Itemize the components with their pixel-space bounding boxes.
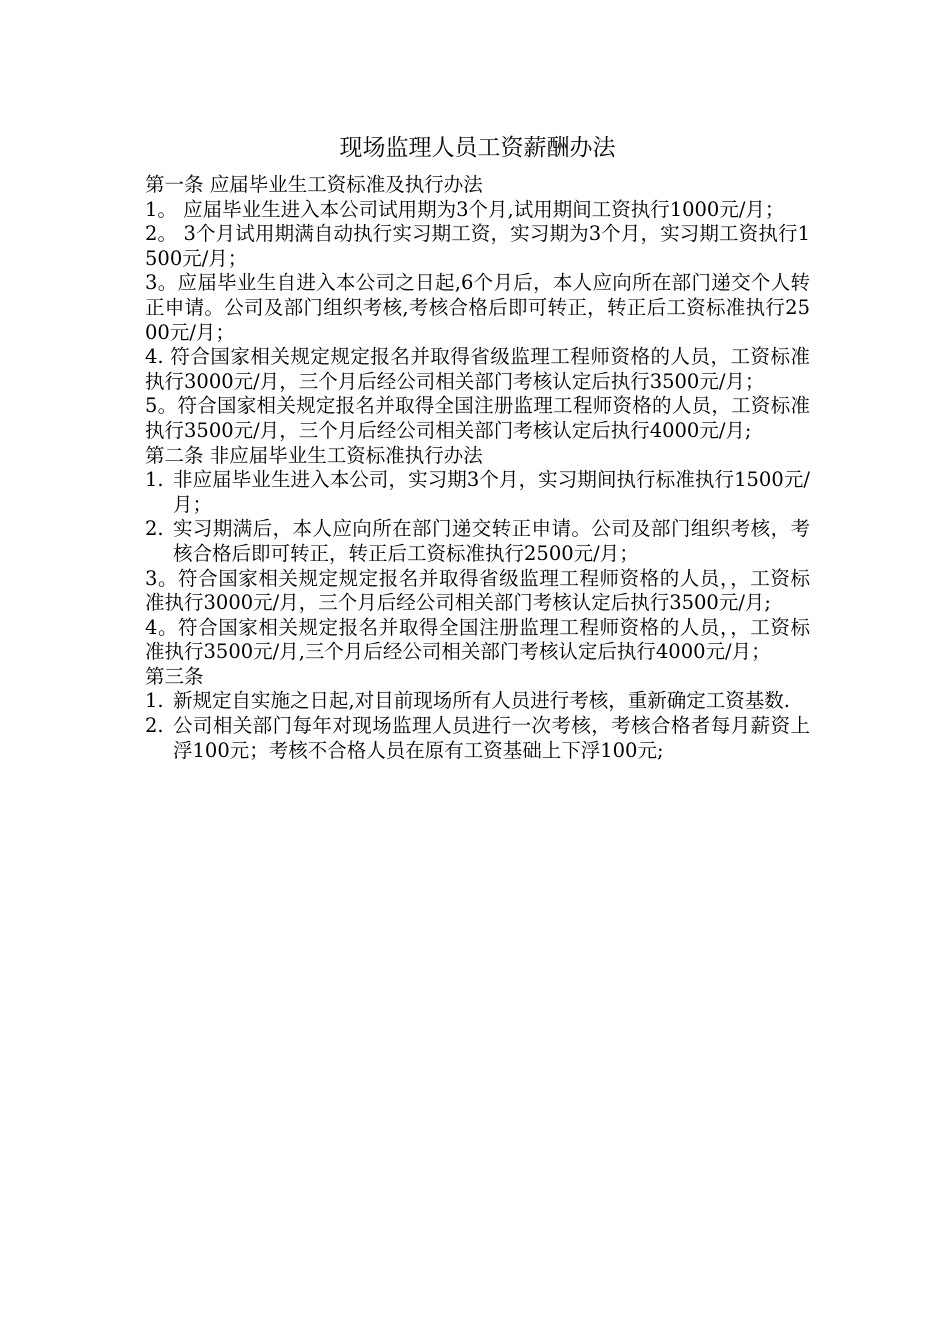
article-1-item-3: 3。应届毕业生自进入本公司之日起,6个月后，本人应向所在部门递交个人转正申请。公司及部门组织考核,考核合格后即可转正，转正后工资标准执行2500元/月； (145, 271, 810, 344)
article-2-list-item-2 (145, 517, 810, 566)
article-2-item-4: 4。符合国家相关规定报名并取得全国注册监理工程师资格的人员，，工资标准执行3500元/月,三个月后经公司相关部门考核认定后执行4000元/月； (145, 615, 810, 664)
article-2-list-item-1 (145, 468, 810, 517)
list-text: 实习期满后，本人应向所在部门递交转正申请。公司及部门组织考核，考核合格后即可转正，转正后工资标准执行2500元/月； (173, 517, 810, 565)
article-1-item-2: 2。 3个月试用期满自动执行实习期工资，实习期为3个月，实习期工资执行1500元/月； (145, 222, 810, 270)
document-title: 现场监理人员工资薪酬办法 (339, 135, 616, 161)
article-3-list-item-2 (145, 714, 810, 763)
list-text: 公司相关部门每年对现场监理人员进行一次考核，考核合格者每月薪资上浮100元；考核不合格人员在原有工资基础上下浮100元; (173, 714, 810, 762)
article-3-heading: 第三条 (145, 664, 204, 688)
list-number: 1. (145, 468, 164, 492)
document-body (145, 133, 810, 763)
article-3-list-item-1 (145, 689, 810, 714)
article-2-item-3: 3。符合国家相关规定规定报名并取得省级监理工程师资格的人员，，工资标准执行3000元/月，三个月后经公司相关部门考核认定后执行3500元/月; (145, 566, 810, 615)
list-text: 新规定自实施之日起,对目前现场所有人员进行考核，重新确定工资基数. (173, 689, 790, 713)
list-number: 2. (145, 714, 164, 738)
article-1-item-1: 1。 应届毕业生进入本公司试用期为3个月,试用期间工资执行1000元/月； (145, 197, 785, 221)
list-text: 非应届毕业生进入本公司，实习期3个月，实习期间执行标准执行1500元/月； (173, 468, 810, 516)
list-number: 1. (145, 689, 164, 713)
article-2-heading: 第二条 非应届毕业生工资标准执行办法 (145, 443, 483, 467)
article-1-heading: 第一条 应届毕业生工资标准及执行办法 (145, 173, 483, 196)
list-number: 2. (145, 517, 164, 541)
article-1-item-5: 5。符合国家相关规定报名并取得全国注册监理工程师资格的人员，工资标准执行3500元/月，三个月后经公司相关部门考核认定后执行4000元/月; (145, 394, 810, 442)
article-1-item-4: 4. 符合国家相关规定规定报名并取得省级监理工程师资格的人员，工资标准执行3000元/月，三个月后经公司相关部门考核认定后执行3500元/月； (145, 345, 810, 393)
